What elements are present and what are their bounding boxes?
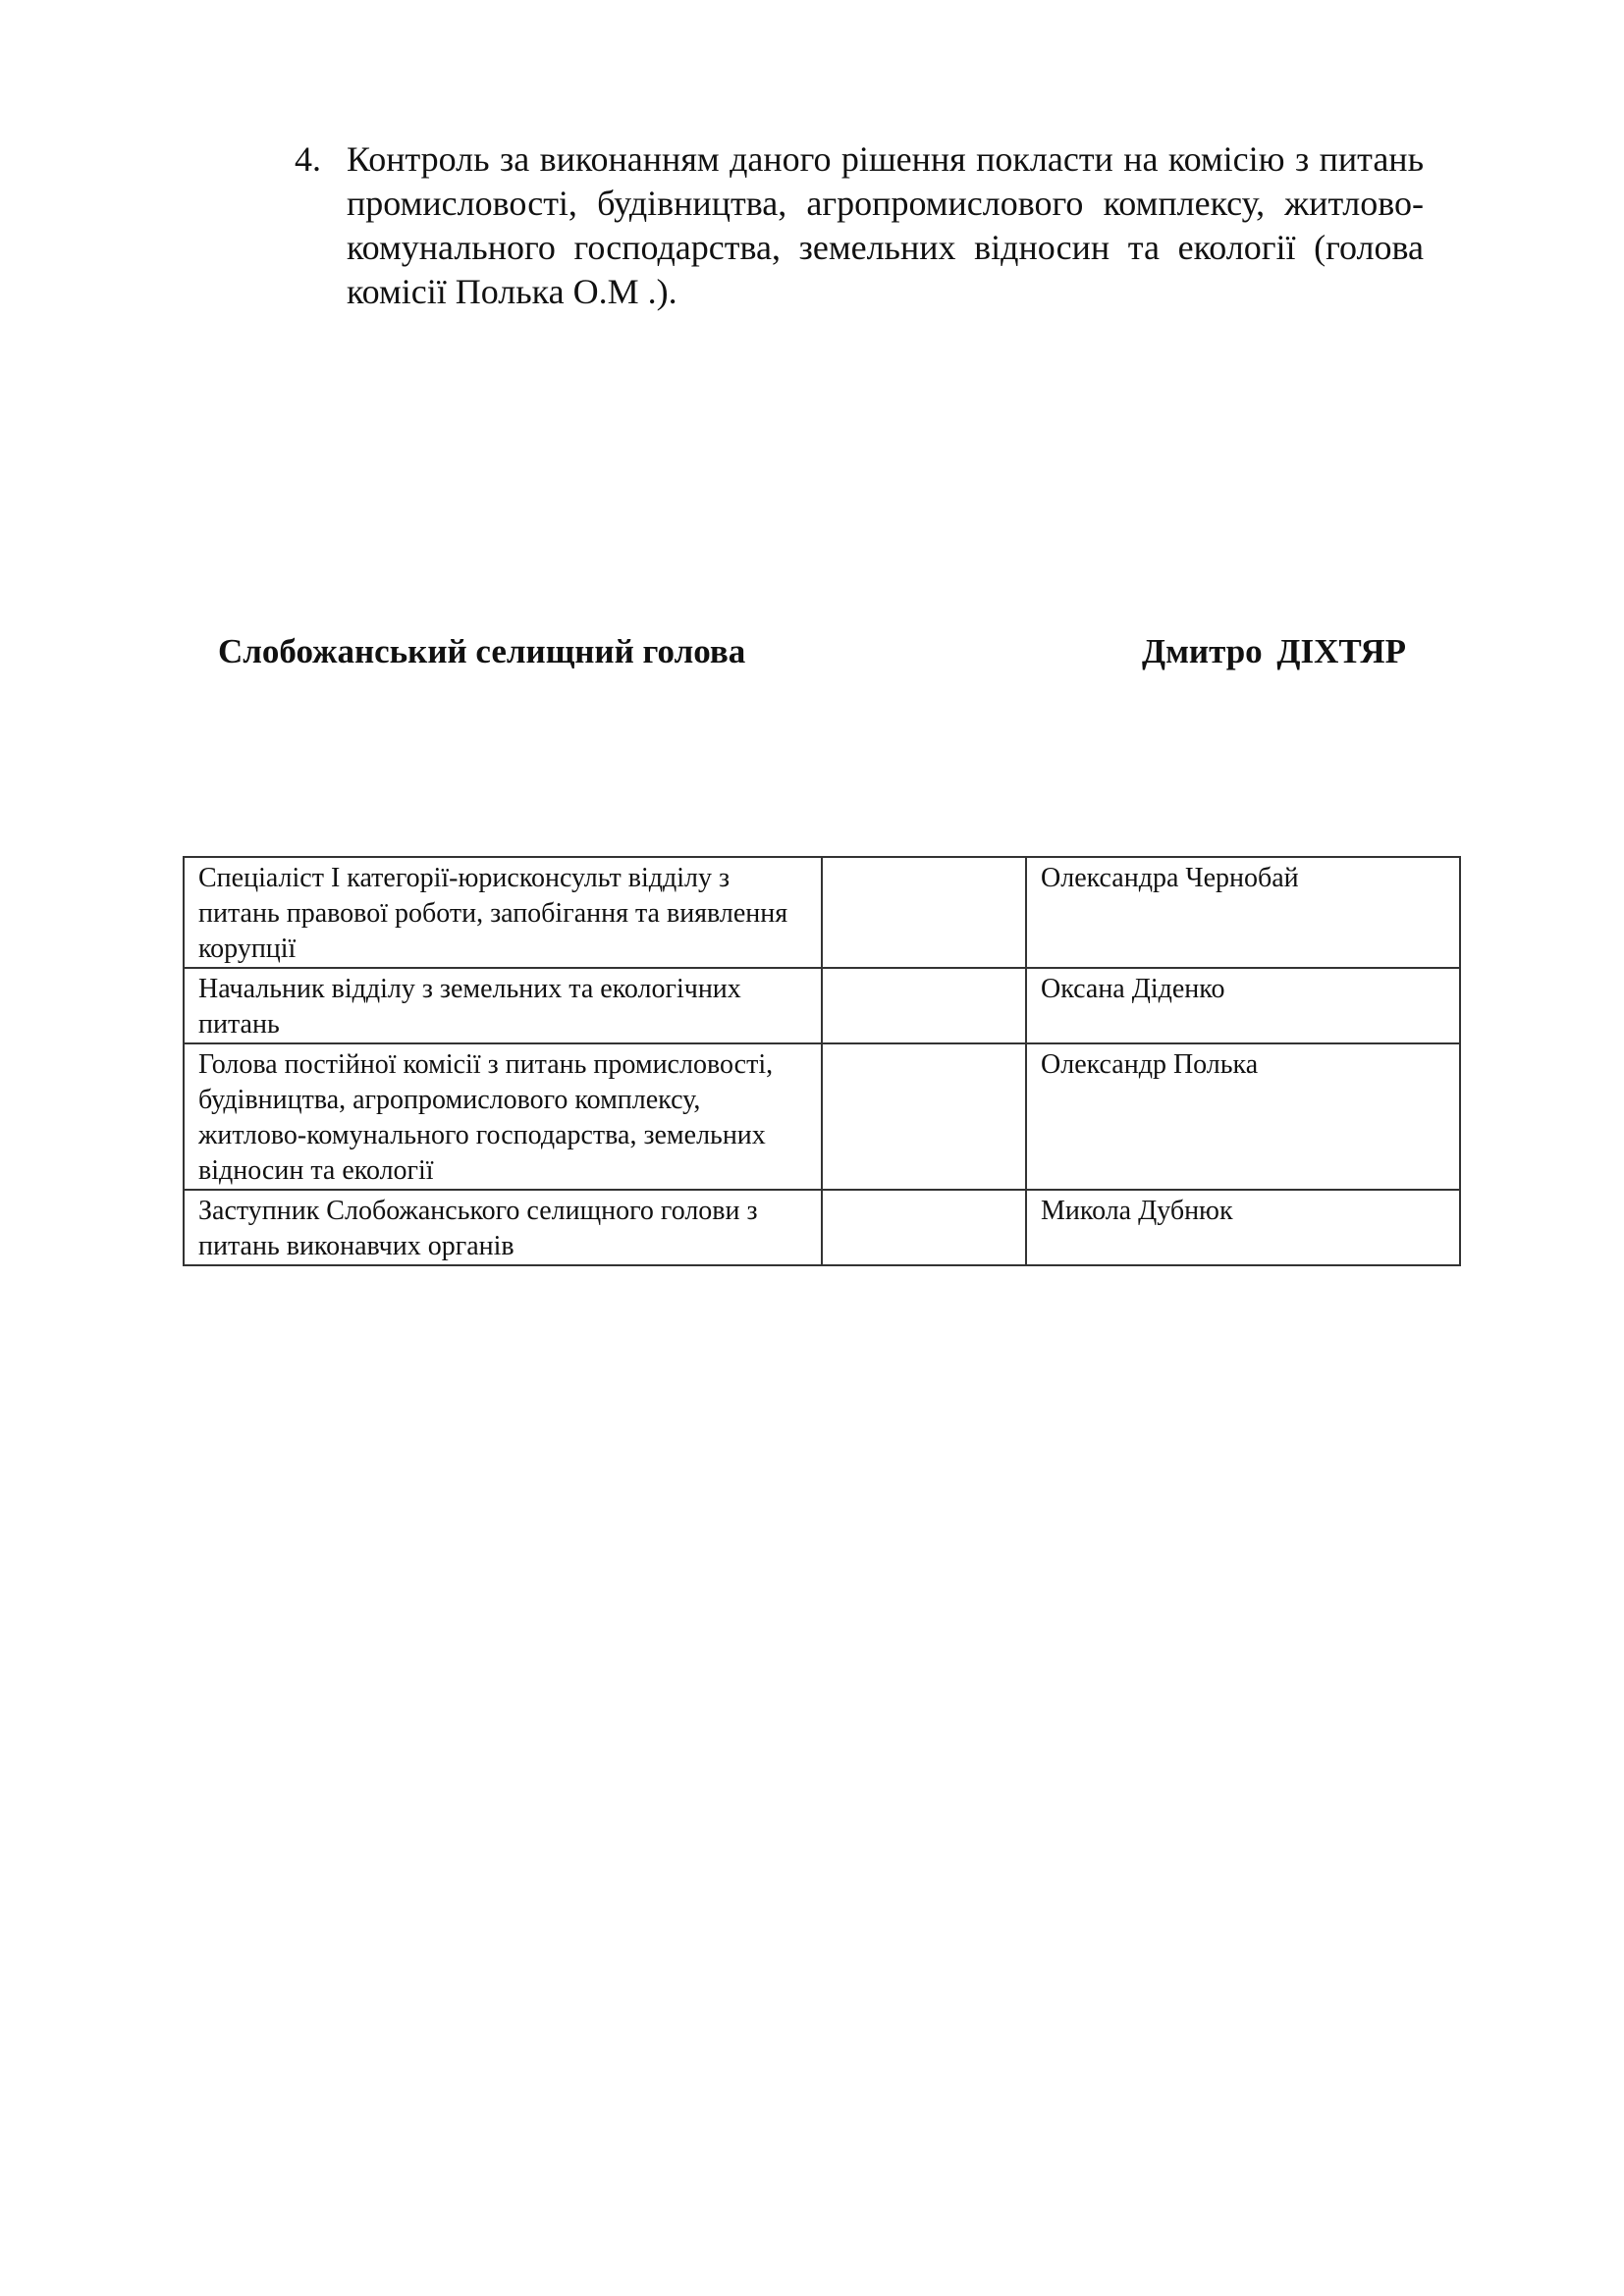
approval-signature-cell <box>822 1190 1026 1265</box>
approval-name: Олександр Полька <box>1026 1043 1460 1190</box>
approval-name: Оксана Діденко <box>1026 968 1460 1043</box>
approval-signature-cell <box>822 968 1026 1043</box>
approval-name: Олександра Чернобай <box>1026 857 1460 968</box>
clause-number: 4. <box>295 139 321 179</box>
approval-position: Голова постійної комісії з питань промисловості, будівництва, агропромислового комплексу, житлово-комунального господарства, земельних відносин та екології <box>184 1043 822 1190</box>
clause-4 <box>295 137 1424 314</box>
approval-position: Заступник Слобожанського селищного голови з питань виконавчих органів <box>184 1190 822 1265</box>
approval-row <box>184 1190 1460 1265</box>
approval-row <box>184 1043 1460 1190</box>
approval-row <box>184 857 1460 968</box>
approval-position: Начальник відділу з земельних та екологічних питань <box>184 968 822 1043</box>
signatory-name: Дмитро ДІХТЯР <box>1142 632 1407 670</box>
approval-name: Микола Дубнюк <box>1026 1190 1460 1265</box>
approval-signature-cell <box>822 1043 1026 1190</box>
approval-signature-cell <box>822 857 1026 968</box>
signatory-title: Слобожанський селищний голова <box>218 632 746 670</box>
approval-position: Спеціаліст І категорії-юрисконсульт відділу з питань правової роботи, запобігання та виявлення корупції <box>184 857 822 968</box>
approval-table <box>183 856 1461 1266</box>
clause-text: Контроль за виконанням даного рішення покласти на комісію з питань промисловості, будівництва, агропромислового комплексу, житлово-комунального господарства, земельних відносин та екології (голова комісії Полька О.М .). <box>347 139 1424 311</box>
approval-row <box>184 968 1460 1043</box>
